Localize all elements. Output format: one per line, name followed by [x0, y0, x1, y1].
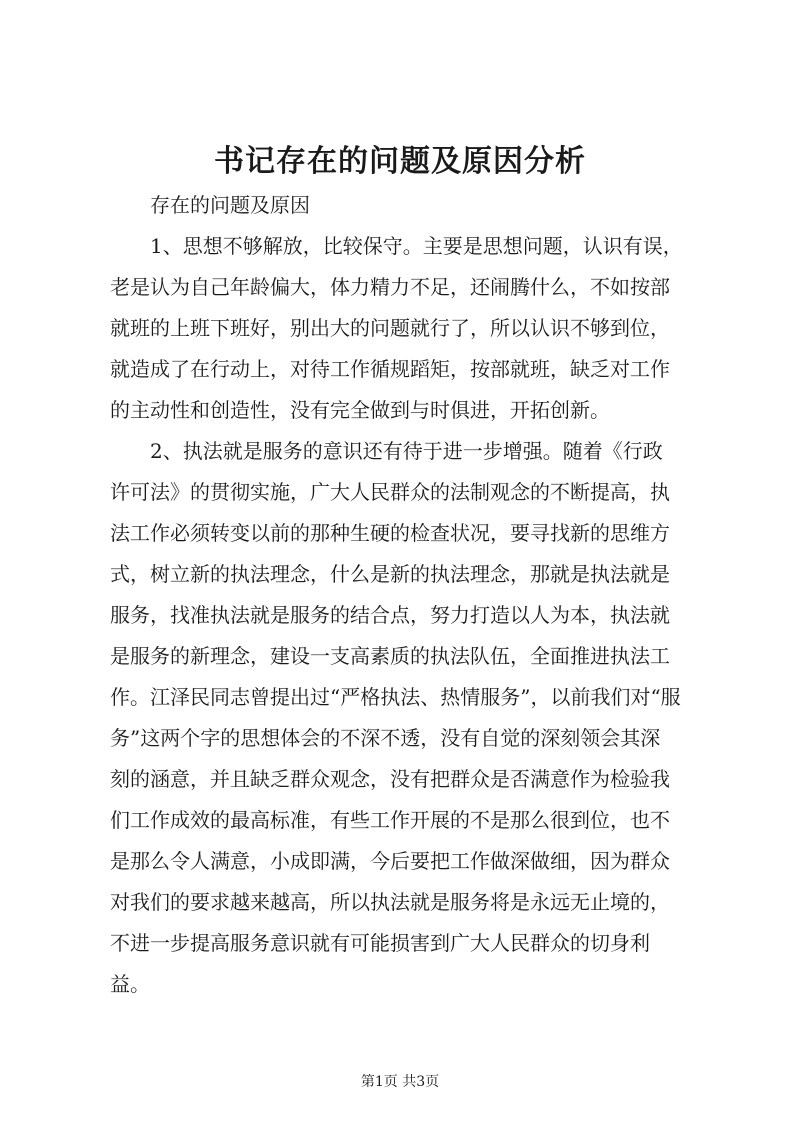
text-line: 是服务的新理念，建设一支高素质的执法队伍，全面推进执法工 [110, 644, 670, 668]
text-line: 刻的涵意，并且缺乏群众观念，没有把群众是否满意作为检验我 [110, 767, 670, 791]
text-line: 益。 [110, 972, 150, 996]
text-line: 许可法》的贯彻实施，广大人民群众的法制观念的不断提高，执 [110, 480, 670, 504]
text-line: 服务，找准执法就是服务的结合点，努力打造以人为本，执法就 [110, 603, 670, 627]
text-line: 老是认为自己年龄偏大，体力精力不足，还闹腾什么，不如按部 [110, 275, 670, 299]
text-line: 式，树立新的执法理念，什么是新的执法理念，那就是执法就是 [110, 562, 670, 586]
text-line: 2、执法就是服务的意识还有待于进一步增强。随着《行政 [150, 439, 663, 463]
text-line: 对我们的要求越来越高，所以执法就是服务将是永远无止境的， [110, 890, 670, 914]
text-line: 作。江泽民同志曾提出过“严格执法、热情服务”，以前我们对“服 [110, 685, 681, 709]
document-body [110, 185, 710, 1005]
paragraph-1 [110, 226, 710, 431]
text-line: 的主动性和创造性，没有完全做到与时俱进，开拓创新。 [110, 398, 610, 422]
text-line: 务”这两个字的思想体会的不深不透，没有自觉的深刻领会其深 [110, 726, 661, 750]
page-footer: 第1页 共3页 [360, 1074, 440, 1090]
section-heading: 存在的问题及原因 [150, 193, 310, 217]
text-line: 法工作必须转变以前的那种生硬的检查状况，要寻找新的思维方 [110, 521, 670, 545]
document-title: 书记存在的问题及原因分析 [214, 144, 586, 179]
text-line: 们工作成效的最高标准，有些工作开展的不是那么很到位，也不 [110, 808, 670, 832]
text-line: 就班的上班下班好，别出大的问题就行了，所以认识不够到位， [110, 316, 670, 340]
paragraph-2 [110, 431, 710, 1005]
text-line: 就造成了在行动上，对待工作循规蹈矩，按部就班，缺乏对工作 [110, 357, 670, 381]
text-line: 是那么令人满意，小成即满，今后要把工作做深做细，因为群众 [110, 849, 670, 873]
text-line: 1、思想不够解放，比较保守。主要是思想问题，认识有误， [150, 234, 683, 258]
text-line: 不进一步提高服务意识就有可能损害到广大人民群众的切身利 [110, 931, 650, 955]
